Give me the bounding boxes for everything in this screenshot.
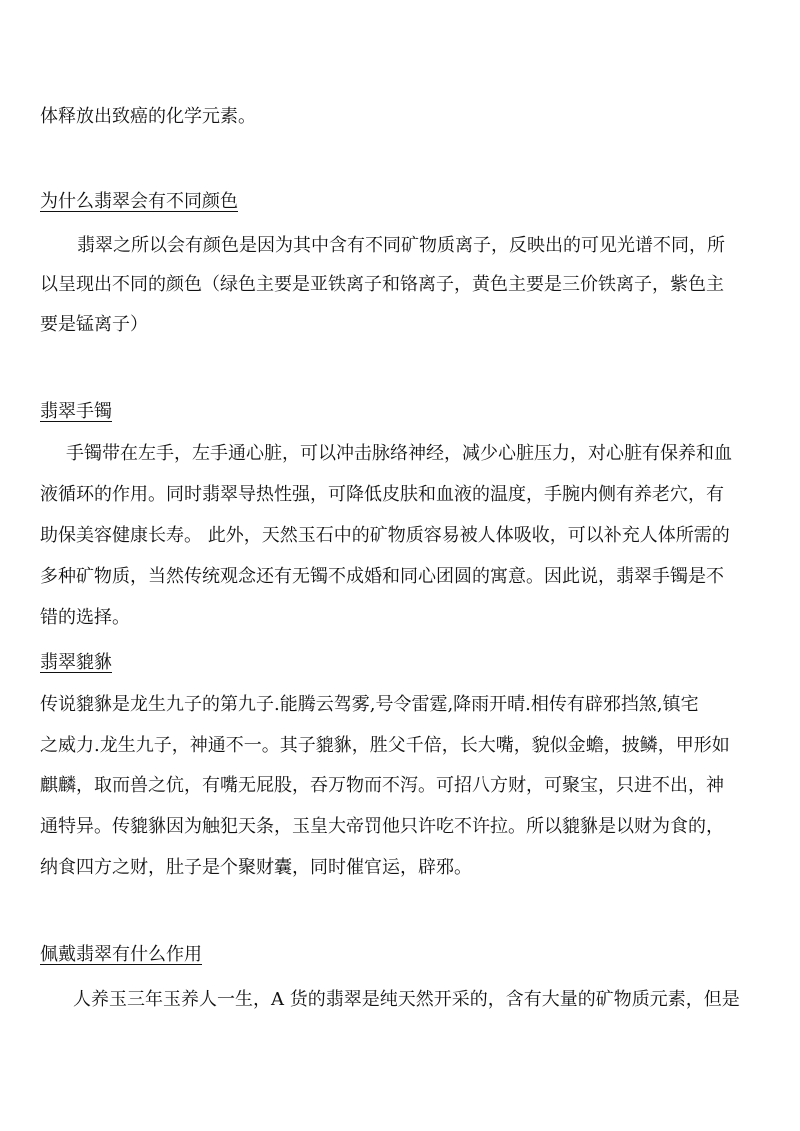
paragraph-line: 错的选择。 [40, 607, 130, 628]
paragraph-line: 麒麟，取而兽之伉，有嘴无屁股，吞万物而不泻。可招八方财，可聚宝，只进不出，神 [40, 775, 724, 796]
paragraph-line: 人养玉三年玉养人一生，A 货的翡翠是纯天然开采的，含有大量的矿物质元素，但是 [73, 989, 740, 1010]
paragraph-line: 以呈现出不同的颜色（绿色主要是亚铁离子和铬离子，黄色主要是三价铁离子，紫色主 [40, 274, 724, 295]
paragraph-line: 要是锰离子） [40, 314, 148, 335]
paragraph-line: 助保美容健康长寿。 此外，天然玉石中的矿物质容易被人体吸收，可以补充人体所需的 [40, 525, 730, 546]
paragraph-line: 通特异。传貔貅因为触犯天条，玉皇大帝罚他只许吃不许拉。所以貔貅是以财为食的， [40, 816, 724, 837]
paragraph-line: 体释放出致癌的化学元素。 [40, 106, 256, 127]
section-heading-bracelet: 翡翠手镯 [40, 401, 112, 422]
paragraph-line: 纳食四方之财，肚子是个聚财囊，同时催官运，辟邪。 [40, 857, 472, 878]
paragraph-line: 液循环的作用。同时翡翠导热性强，可降低皮肤和血液的温度，手腕内侧有养老穴，有 [40, 484, 724, 505]
paragraph-line: 之威力.龙生九子，神通不一。其子貔貅，胜父千倍，长大嘴，貌似金蟾，披鳞，甲形如 [40, 735, 730, 756]
paragraph-line: 传说貔貅是龙生九子的第九子.能腾云驾雾,号令雷霆,降雨开晴.相传有辟邪挡煞,镇宅 [40, 694, 699, 715]
paragraph-line: 翡翠之所以会有颜色是因为其中含有不同矿物质离子，反映出的可见光谱不同，所 [77, 235, 725, 256]
section-heading-pixiu: 翡翠貔貅 [40, 652, 112, 673]
section-heading-effects: 佩戴翡翠有什么作用 [40, 944, 202, 965]
paragraph-line: 多种矿物质，当然传统观念还有无镯不成婚和同心团圆的寓意。因此说，翡翠手镯是不 [40, 566, 724, 587]
section-heading-colors: 为什么翡翠会有不同颜色 [40, 191, 238, 212]
paragraph-line: 手镯带在左手，左手通心脏，可以冲击脉络神经，减少心脏压力，对心脏有保养和血 [66, 443, 732, 464]
